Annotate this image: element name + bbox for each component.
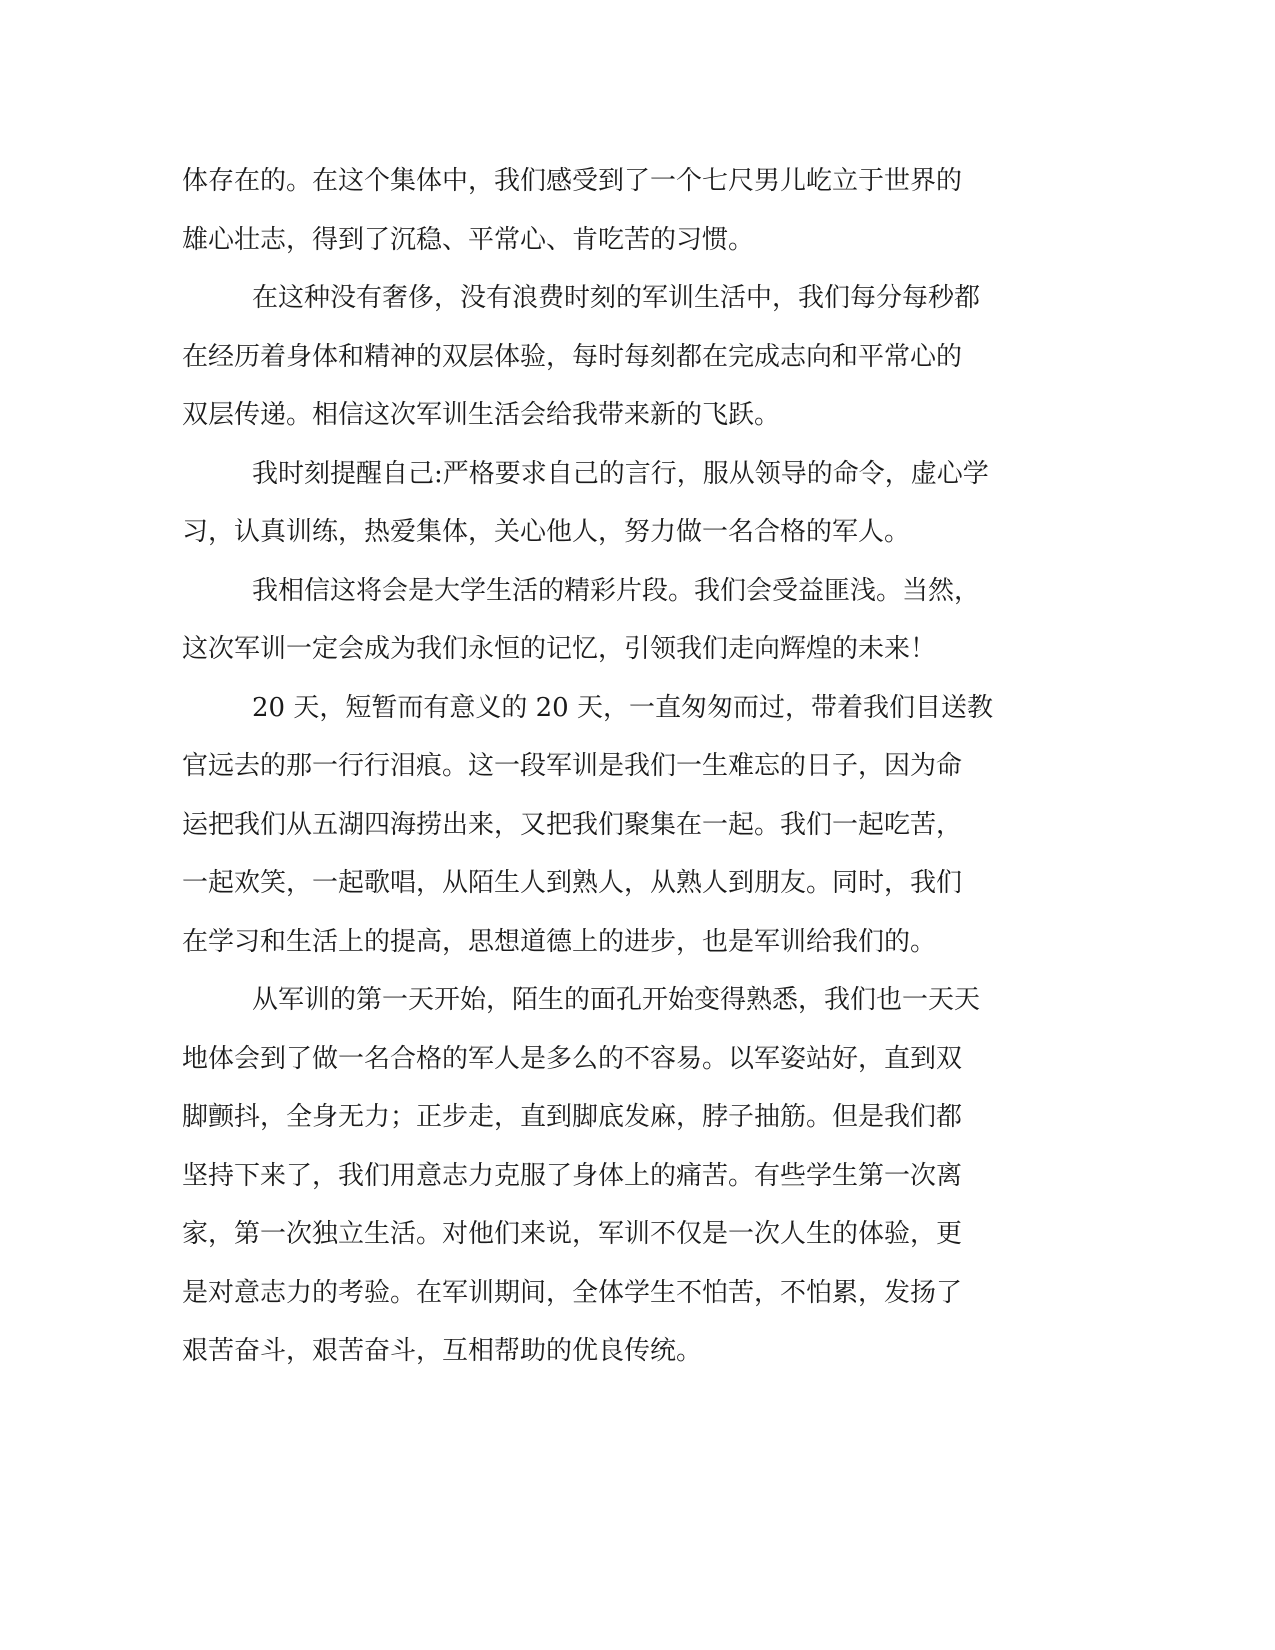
paragraph-first-line: 20 天，短暂而有意义的 20 天，一直匆匆而过，带着我们目送教	[252, 692, 993, 723]
text-line: 官远去的那一行行泪痕。这一段军训是我们一生难忘的日子，因为命	[182, 751, 963, 781]
text-line: 雄心壮志，得到了沉稳、平常心、肯吃苦的习惯。	[182, 224, 755, 255]
text-line: 体存在的。在这个集体中，我们感受到了一个七尺男儿屹立于世界的	[182, 166, 963, 196]
body-text	[182, 152, 1062, 1381]
paragraph-first-line: 从军训的第一天开始，陌生的面孔开始变得熟悉，我们也一天天	[252, 985, 981, 1015]
text-line: 脚颤抖，全身无力；正步走，直到脚底发麻，脖子抽筋。但是我们都	[182, 1102, 963, 1132]
text-line: 运把我们从五湖四海捞出来，又把我们聚集在一起。我们一起吃苦，	[182, 809, 963, 840]
paragraph-first-line: 我相信这将会是大学生活的精彩片段。我们会受益匪浅。当然，	[252, 575, 981, 606]
text-line: 在经历着身体和精神的双层体验，每时每刻都在完成志向和平常心的	[182, 341, 963, 372]
text-line: 艰苦奋斗，艰苦奋斗，互相帮助的优良传统。	[182, 1336, 703, 1366]
text-line: 地体会到了做一名合格的军人是多么的不容易。以军姿站好，直到双	[182, 1043, 963, 1074]
text-line: 家，第一次独立生活。对他们来说，军训不仅是一次人生的体验，更	[182, 1219, 963, 1249]
text-line: 一起欢笑，一起歌唱，从陌生人到熟人，从熟人到朋友。同时，我们	[182, 868, 963, 898]
paragraph-first-line: 在这种没有奢侈，没有浪费时刻的军训生活中，我们每分每秒都	[252, 283, 981, 313]
text-line: 在学习和生活上的提高，思想道德上的进步，也是军训给我们的。	[182, 926, 937, 957]
text-line: 双层传递。相信这次军训生活会给我带来新的飞跃。	[182, 400, 781, 430]
text-line: 坚持下来了，我们用意志力克服了身体上的痛苦。有些学生第一次离	[182, 1160, 963, 1191]
text-line: 是对意志力的考验。在军训期间，全体学生不怕苦，不怕累，发扬了	[182, 1277, 963, 1308]
paragraph-first-line: 我时刻提醒自己:严格要求自己的言行，服从领导的命令，虚心学	[252, 458, 989, 489]
text-line: 习，认真训练，热爱集体，关心他人，努力做一名合格的军人。	[182, 517, 911, 547]
text-line: 这次军训一定会成为我们永恒的记忆，引领我们走向辉煌的未来！	[182, 634, 937, 664]
